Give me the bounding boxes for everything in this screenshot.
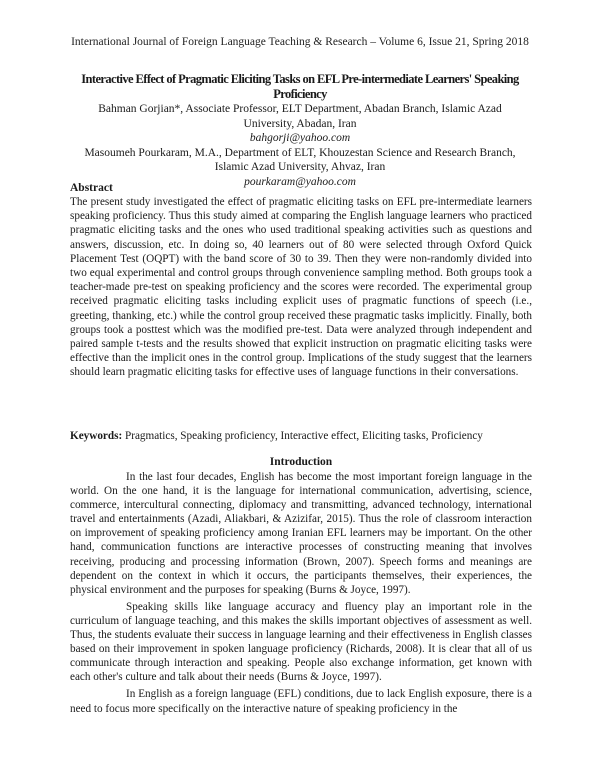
introduction-section xyxy=(70,455,532,716)
keywords-line xyxy=(70,429,532,443)
title-block xyxy=(80,72,520,189)
author-1-affiliation: Bahman Gorjian*, Associate Professor, ELT Department, Abadan Branch, Islamic Azad University, Abadan, Iran xyxy=(98,103,502,130)
author-1-email: bahgorji@yahoo.com xyxy=(249,132,351,144)
intro-paragraph: In English as a foreign language (EFL) conditions, due to lack English exposure, there is a need to focus more specifically on the interactive nature of speaking proficiency in the xyxy=(70,688,532,715)
abstract-section xyxy=(70,181,532,380)
intro-paragraph: In the last four decades, English has become the most important foreign language in the world. On the one hand, it is the language for international communication, advertising, science, commerce, intercultural connecting, diplomacy and transmitting, advanced technology, international travel and entertainments (Azadi, Aliakbari, & Azizifar, 2015). Thus the role of classroom interaction on improvement of speaking proficiency among Iranian EFL learners may be important. On the other hand, communication functions are interactive processes of constructing meaning that involves receiving, producing and processing information (Brown, 2007). Speech forms and meanings are dependent on the context in which it occurs, the participants themselves, their experiences, the physical environment and the purposes for speaking (Burns & Joyce, 1997). xyxy=(70,471,532,596)
running-header: International Journal of Foreign Language Teaching & Research – Volume 6, Issue 21, Spring 2018 xyxy=(71,36,529,48)
intro-paragraph: Speaking skills like language accuracy and fluency play an important role in the curriculum of language teaching, and this makes the skills important objectives of assessment as well. Thus, the students evaluate their success in language learning and their effectiveness in English classes based on their improvement in spoken language proficiency (Richards, 2008). It is clear that all of us communicate through interaction and speaking. People also exchange information, get known with each other's culture and talk about their needs (Burns & Joyce, 1997). xyxy=(70,600,532,684)
keywords-label: Keywords: xyxy=(70,430,123,442)
paper-title: Interactive Effect of Pragmatic Eliciting Tasks on EFL Pre-intermediate Learners' Speaking Proficiency xyxy=(81,72,519,101)
keywords-text: Pragmatics, Speaking proficiency, Interactive effect, Eliciting tasks, Proficiency xyxy=(125,430,483,442)
abstract-text: The present study investigated the effect of pragmatic eliciting tasks on EFL pre-intermediate learners speaking proficiency. Thus this study aimed at comparing the English language learners who practiced pragmatic eliciting tasks and the ones who used traditional speaking activities such as questions and answers, discussion, etc. In doing so, 40 learners out of 80 were selected through Oxford Quick Placement Test (OQPT) with the band score of 30 to 39. Then they were non-randomly divided into two equal experimental and control groups through convenience sampling method. Both groups took a teacher-made pre-test on speaking proficiency and the scores were recorded. The experimental group received pragmatic eliciting tasks including explicit uses of pragmatic functions of speech (i.e., greeting, thanking, etc.) while the control group received these pragmatic tasks implicitly. Finally, both groups took a posttest which was the modified pre-test. Data were analyzed through independent and paired sample t-tests and the results showed that explicit instruction on pragmatic eliciting tasks were effective than the implicit ones in the control group. Implications of the study suggest that the learners should learn pragmatic eliciting tasks for effective uses of language functions in their conversations. xyxy=(70,196,532,379)
author-2-affiliation: Masoumeh Pourkaram, M.A., Department of ELT, Khouzestan Science and Research Branch, Islamic Azad University, Ahvaz, Iran xyxy=(84,146,516,173)
author-2-email: pourkaram@yahoo.com xyxy=(244,175,356,188)
introduction-heading: Introduction xyxy=(269,456,333,468)
abstract-heading: Abstract xyxy=(70,182,113,194)
